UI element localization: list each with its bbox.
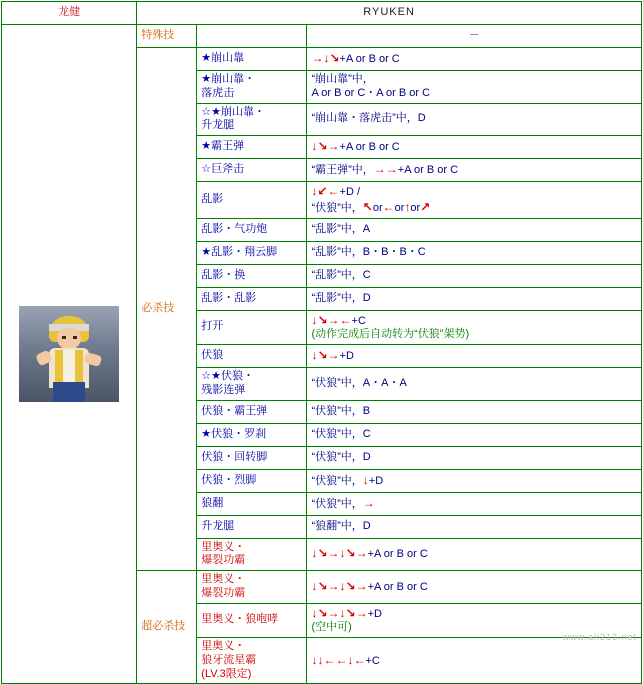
move-command: ↓↓←←↓←+C [307, 638, 642, 684]
direction-arrow: →→ [373, 162, 398, 177]
command-text: ↓↘→↓↘→+D [311, 605, 382, 620]
move-name: ☆★伏狼・ 残影连弹 [197, 368, 307, 401]
portrait-eye-right [73, 336, 77, 339]
move-command: ↓↙←+D / “伏狼”中，↖or←or↑or↗ [307, 182, 642, 219]
move-name: 乱影・换 [197, 264, 307, 287]
move-command: “崩山靠”中， A or B or C・A or B or C [307, 71, 642, 104]
direction-arrow: ↗ [420, 199, 431, 214]
table-row [2, 25, 642, 48]
move-list-table [1, 1, 642, 684]
category-required: 必杀技 [137, 48, 197, 571]
direction-arrow: ↓↘→← [311, 312, 352, 327]
move-list-page [0, 1, 643, 680]
direction-arrow: → [362, 495, 375, 510]
watermark: www.ali213.net [562, 632, 637, 642]
direction-arrow: ↓↘→↓↘→ [311, 546, 368, 561]
portrait-eye-left [62, 336, 66, 339]
move-name: 乱影・气功炮 [197, 218, 307, 241]
direction-arrow: ↓↙← [311, 184, 340, 198]
move-command: “伏狼”中，A・A・A [307, 368, 642, 401]
move-command: “霸王弹”中，→→+A or B or C [307, 159, 642, 182]
move-command: →↓↘+A or B or C [307, 48, 642, 71]
command-note: (动作完成后自动转为“伏狼”架势) [311, 328, 470, 341]
direction-arrow: →↓↘ [311, 51, 340, 66]
move-name: 乱影・乱影 [197, 287, 307, 310]
move-name: 打开 [197, 310, 307, 345]
move-command: ↓↘→+A or B or C [307, 136, 642, 159]
move-name: 伏狼・霸王弹 [197, 400, 307, 423]
move-command [307, 310, 642, 345]
move-command: “伏狼”中，→ [307, 492, 642, 515]
direction-arrow: ↖ [362, 199, 373, 214]
direction-arrow: ↓↓←←↓← [311, 652, 366, 667]
move-command: ↓↘→↓↘→+A or B or C [307, 571, 642, 604]
move-command: “崩山靠・落虎击”中，D [307, 103, 642, 136]
command-text: ↓↘→←+C [311, 312, 366, 327]
move-command: “乱影”中，D [307, 287, 642, 310]
move-name: 狼翻 [197, 492, 307, 515]
move-name: ★乱影・翔云脚 [197, 241, 307, 264]
category-special: 特殊技 [137, 25, 197, 48]
direction-arrow: ← [382, 199, 395, 214]
move-name: 伏狼・烈脚 [197, 469, 307, 492]
move-name: 乱影 [197, 182, 307, 219]
character-name-text: 龙健 [58, 6, 81, 19]
move-name: 伏狼・回转脚 [197, 446, 307, 469]
table-header-row [2, 2, 642, 25]
avatar [19, 306, 119, 402]
move-command: “乱影”中，B・B・B・C [307, 241, 642, 264]
direction-arrow: ↓↘→ [311, 348, 340, 363]
direction-arrow: ↓ [362, 472, 369, 487]
move-name: 里奥义・ 狼牙流星霸 (LV.3限定) [197, 638, 307, 684]
move-name: 里奥义・ 爆裂功霸 [197, 571, 307, 604]
move-name: 里奥义・狼咆哮 [197, 603, 307, 638]
move-command: “伏狼”中，B [307, 400, 642, 423]
move-name: ☆巨斧击 [197, 159, 307, 182]
move-command: “伏狼”中，C [307, 423, 642, 446]
move-command: “乱影”中，C [307, 264, 642, 287]
move-name: ★霸王弹 [197, 136, 307, 159]
move-command: ↓↘→+D [307, 345, 642, 368]
move-name: 升龙腿 [197, 515, 307, 538]
move-command: “伏狼”中，↓+D [307, 469, 642, 492]
move-command: “狼翻”中，D [307, 515, 642, 538]
move-command [307, 25, 642, 48]
move-name: ★伏狼・罗刹 [197, 423, 307, 446]
move-command: “乱影”中，A [307, 218, 642, 241]
direction-arrow: ↑ [404, 199, 411, 214]
move-name: ★崩山靠・ 落虎击 [197, 71, 307, 104]
move-name: 里奥义・ 爆裂功霸 [197, 538, 307, 571]
character-portrait-cell [2, 25, 137, 684]
move-name: ★崩山靠 [197, 48, 307, 71]
character-romaji-text: RYUKEN [363, 6, 415, 19]
move-name: ☆★崩山靠・ 升龙腿 [197, 103, 307, 136]
direction-arrow: ↓↘→↓↘→ [311, 605, 368, 620]
portrait-face [57, 328, 81, 350]
move-command: “伏狼”中，D [307, 446, 642, 469]
command-dash: － [468, 29, 480, 42]
move-name [197, 25, 307, 48]
move-command: ↓↘→↓↘→+A or B or C [307, 538, 642, 571]
command-note: (空中可) [311, 621, 352, 634]
direction-arrow: ↓↘→↓↘→ [311, 578, 368, 593]
portrait-legs [53, 382, 85, 402]
move-name: 伏狼 [197, 345, 307, 368]
category-super: 超必杀技 [137, 571, 197, 684]
character-romaji-header [137, 2, 642, 25]
portrait-shirt [63, 350, 75, 384]
character-name-header [2, 2, 137, 25]
direction-arrow: ↓↘→ [311, 139, 340, 154]
